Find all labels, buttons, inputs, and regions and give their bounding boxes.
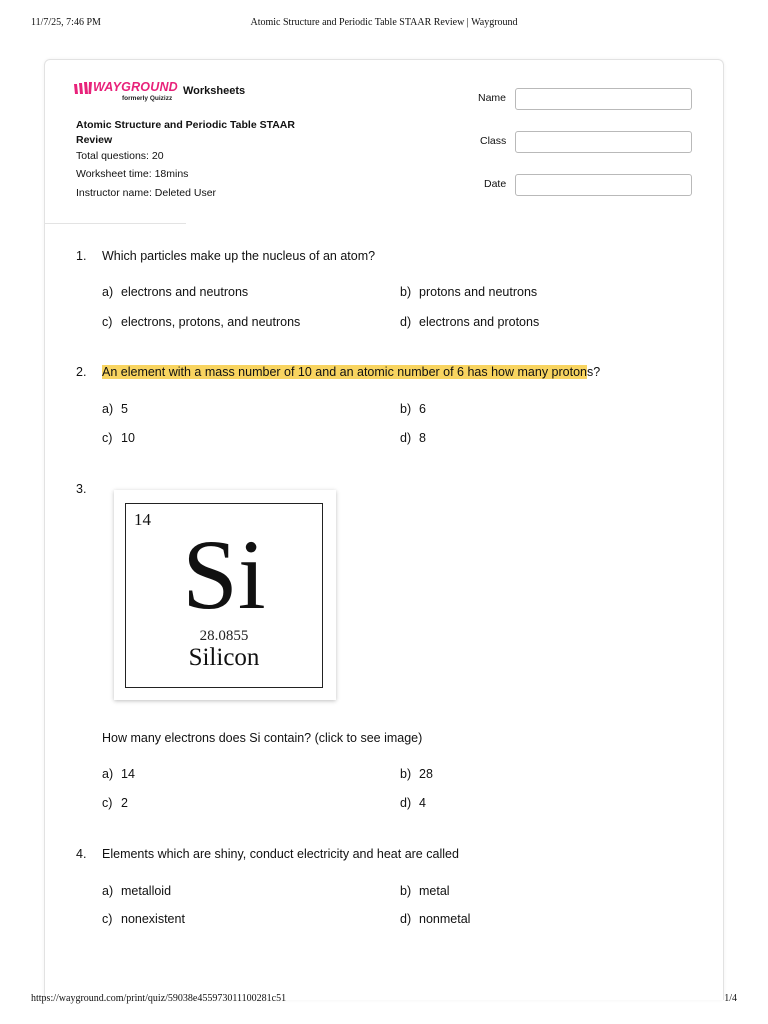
option-text: metalloid [121, 884, 172, 898]
option-text: 8 [419, 431, 426, 445]
name-field[interactable] [515, 88, 692, 110]
element-name: Silicon [188, 644, 260, 671]
option-b[interactable] [400, 884, 450, 898]
print-footer [0, 993, 768, 1007]
page-number: 1/4 [724, 993, 737, 1004]
option-text: electrons and protons [419, 315, 540, 329]
option-letter: d) [400, 431, 412, 445]
option-text: electrons and neutrons [121, 285, 249, 299]
option-letter: b) [400, 767, 412, 781]
print-page-title: Atomic Structure and Periodic Table STAAR Review | Wayground [250, 17, 518, 28]
total-questions: Total questions: 20 [76, 150, 164, 162]
atomic-mass: 28.0855 [199, 628, 249, 644]
option-text: metal [419, 884, 450, 898]
option-text: protons and neutrons [419, 285, 538, 299]
date-label: Date [484, 178, 507, 190]
wayground-logo [74, 80, 184, 104]
option-a[interactable] [102, 402, 128, 416]
option-text: 10 [121, 431, 135, 445]
option-text: nonexistent [121, 912, 185, 926]
option-c[interactable] [102, 912, 185, 926]
question-number: 3. [76, 482, 87, 496]
option-c[interactable] [102, 315, 300, 329]
brand-name: WAYGROUND [93, 80, 178, 94]
print-url: https://wayground.com/print/quiz/59038e455973011100281c51 [31, 993, 287, 1004]
option-c[interactable] [102, 796, 128, 810]
element-symbol: Si [182, 519, 266, 630]
option-letter: d) [400, 315, 412, 329]
print-header [0, 17, 768, 31]
option-letter: d) [400, 912, 412, 926]
option-text: 2 [121, 796, 128, 810]
brand-formerly: formerly Quizizz [122, 95, 173, 102]
question-text [102, 365, 600, 379]
option-letter: c) [102, 315, 113, 329]
option-letter: a) [102, 767, 114, 781]
option-letter: b) [400, 884, 412, 898]
option-letter: d) [400, 796, 412, 810]
class-field[interactable] [515, 131, 692, 153]
worksheet-title: Atomic Structure and Periodic Table STAAR Review [76, 119, 295, 146]
option-text: 6 [419, 402, 426, 416]
worksheet-time: Worksheet time: 18mins [76, 168, 189, 180]
option-d[interactable] [400, 431, 426, 445]
print-datetime: 11/7/25, 7:46 PM [31, 17, 101, 28]
question-text: Elements which are shiny, conduct electricity and heat are called [102, 847, 459, 861]
highlighted-text: An element with a mass number of 10 and an atomic number of 6 has how many proton [102, 365, 587, 379]
option-c[interactable] [102, 431, 135, 445]
option-b[interactable] [400, 767, 433, 781]
option-b[interactable] [400, 285, 537, 299]
instructor-name: Instructor name: Deleted User [76, 187, 217, 199]
option-text: 5 [121, 402, 128, 416]
option-text: electrons, protons, and neutrons [121, 315, 301, 329]
option-letter: c) [102, 912, 113, 926]
option-d[interactable] [400, 912, 470, 926]
question-image[interactable] [114, 490, 336, 700]
option-letter: a) [102, 285, 114, 299]
option-letter: a) [102, 884, 114, 898]
option-b[interactable] [400, 402, 426, 416]
wayground-logo-icon [74, 82, 92, 94]
header-divider [44, 223, 186, 224]
question-number: 2. [76, 365, 87, 379]
option-a[interactable] [102, 884, 171, 898]
worksheets-label: Worksheets [183, 85, 246, 97]
option-d[interactable] [400, 796, 426, 810]
class-label: Class [480, 135, 507, 147]
question-text: Which particles make up the nucleus of an atom? [102, 249, 376, 263]
option-text: nonmetal [419, 912, 471, 926]
option-letter: b) [400, 285, 412, 299]
question-text: How many electrons does Si contain? (click to see image) [102, 731, 423, 745]
element-tile [125, 503, 323, 688]
option-letter: b) [400, 402, 412, 416]
option-text: 4 [419, 796, 426, 810]
option-text: 14 [121, 767, 135, 781]
question-text-rest: s? [587, 365, 601, 379]
option-letter: a) [102, 402, 114, 416]
option-a[interactable] [102, 285, 248, 299]
option-a[interactable] [102, 767, 135, 781]
question-number: 4. [76, 847, 87, 861]
question-number: 1. [76, 249, 87, 263]
option-text: 28 [419, 767, 433, 781]
option-letter: c) [102, 796, 113, 810]
date-field[interactable] [515, 174, 692, 196]
atomic-number: 14 [134, 510, 151, 529]
option-d[interactable] [400, 315, 539, 329]
option-letter: c) [102, 431, 113, 445]
name-label: Name [478, 92, 507, 104]
